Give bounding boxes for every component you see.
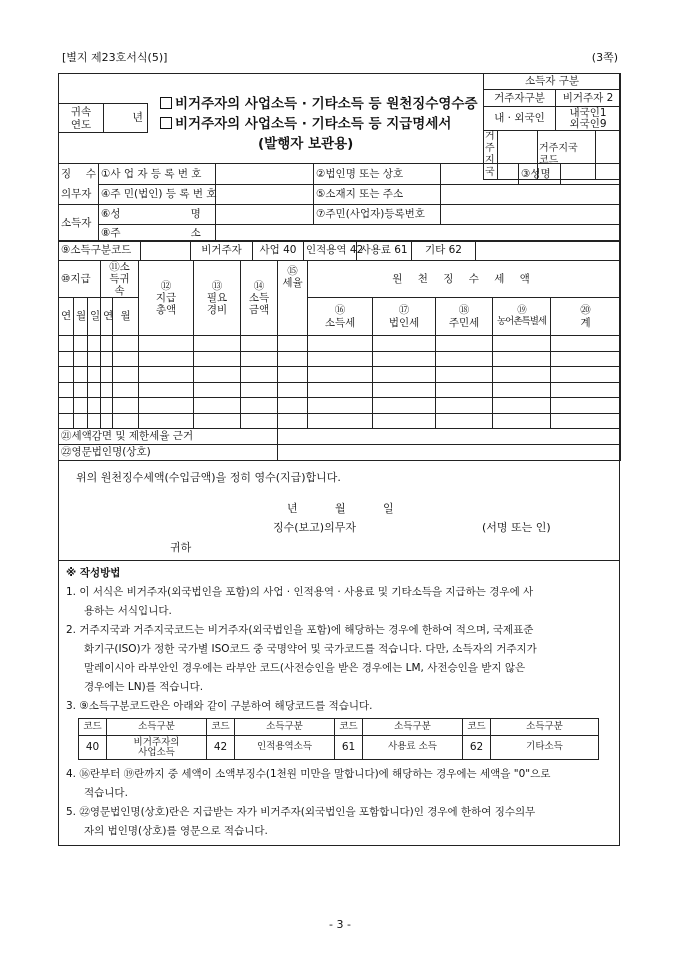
grid-cell[interactable]	[59, 351, 74, 367]
grid-cell[interactable]	[493, 413, 551, 429]
grid-cell[interactable]	[278, 367, 308, 383]
earner-reg-no-field[interactable]	[441, 205, 621, 225]
grid-cell[interactable]	[139, 351, 194, 367]
table-row	[59, 351, 621, 367]
country-label: 거주지국	[484, 131, 498, 180]
grid-cell[interactable]	[436, 398, 493, 414]
checkbox-receipt[interactable]	[160, 97, 172, 109]
name-label: ③성명	[519, 164, 561, 185]
tax-rate-header: ⑮ 세율	[278, 261, 308, 336]
pay-month-header: 월	[74, 298, 88, 336]
income-amount-header: ⑭ 소득 금액	[241, 261, 278, 336]
instructions	[66, 564, 616, 716]
income-period-header: ⑪소득귀속	[101, 261, 139, 298]
grid-cell[interactable]	[194, 382, 241, 398]
date-month: 월	[335, 502, 346, 515]
grid-cell[interactable]	[373, 398, 436, 414]
payment-date-header: ⑩지급	[59, 261, 101, 298]
grid-cell[interactable]	[493, 351, 551, 367]
grid-cell[interactable]	[373, 413, 436, 429]
instruction-5-cont: 자의 법인명(상호)를 영문으로 적습니다.	[84, 825, 268, 837]
type-header: 소득구분	[363, 719, 463, 736]
earner-name-field[interactable]	[216, 205, 314, 225]
tax-reduction-basis-field[interactable]	[278, 429, 621, 445]
pay-year-header: 연	[59, 298, 74, 336]
type-header: 소득구분	[491, 719, 599, 736]
grid-cell[interactable]	[241, 367, 278, 383]
grid-cell[interactable]	[551, 382, 621, 398]
grid-cell[interactable]	[101, 367, 113, 383]
page-label: (3쪽)	[591, 51, 618, 64]
grid-cell[interactable]	[74, 413, 88, 429]
grid-cell[interactable]	[308, 367, 373, 383]
grid-cell[interactable]	[241, 413, 278, 429]
nationality-values: 내국인1 외국인9	[556, 107, 621, 131]
address-label: ⑤소재지 또는 주소	[314, 184, 441, 205]
grid-cell[interactable]	[139, 336, 194, 352]
income-code-blank	[476, 241, 621, 261]
grid-cell[interactable]	[551, 336, 621, 352]
divider	[58, 560, 620, 561]
country-code-label: 거주지국코드	[538, 131, 596, 180]
income-code-field[interactable]	[141, 241, 191, 261]
grid-cell[interactable]	[113, 367, 139, 383]
grid-cell[interactable]	[194, 398, 241, 414]
instruction-2-cont: 경우에는 LN)를 적습니다.	[84, 681, 204, 693]
grid-cell[interactable]	[113, 336, 139, 352]
grid-cell[interactable]	[436, 382, 493, 398]
grid-cell[interactable]	[59, 382, 74, 398]
grid-cell[interactable]	[59, 336, 74, 352]
table-row	[59, 382, 621, 398]
period-month-header: 월	[113, 298, 139, 336]
instruction-3: 3. ⑨소득구분코드란은 아래와 같이 구분하여 해당코드를 적습니다.	[66, 700, 373, 712]
corp-tax-header: ⑰ 법인세	[373, 298, 436, 336]
income-tax-header: ⑯ 소득세	[308, 298, 373, 336]
title-copy: (발행자 보관용)	[258, 136, 354, 152]
grid-cell[interactable]	[493, 382, 551, 398]
grid-cell[interactable]	[74, 367, 88, 383]
grid-cell[interactable]	[308, 398, 373, 414]
english-name-field[interactable]	[278, 445, 621, 461]
nationality-label: 내 · 외국인	[484, 107, 556, 131]
address-field[interactable]	[441, 184, 621, 205]
party-table	[58, 163, 621, 242]
table-row	[59, 398, 621, 414]
pay-day-header: 일	[88, 298, 101, 336]
payment-grid	[58, 260, 621, 461]
biz-reg-no-field[interactable]	[216, 164, 314, 185]
grid-cell[interactable]	[101, 336, 113, 352]
income-code-label: ⑨소득구분코드	[59, 241, 141, 261]
grid-cell[interactable]	[551, 367, 621, 383]
grid-cell[interactable]	[59, 367, 74, 383]
grid-cell[interactable]	[373, 336, 436, 352]
grid-cell[interactable]	[74, 398, 88, 414]
table-row	[59, 367, 621, 383]
table-row	[59, 413, 621, 429]
grid-cell[interactable]	[113, 398, 139, 414]
addressee: 귀하	[170, 541, 192, 554]
corp-name-label: ②법인명 또는 상호	[314, 164, 441, 185]
instruction-2: 2. 거주지국과 거주지국코드는 비거주자(외국법인을 포함)에 해당하는 경우에 한하여 적으며, 국제표준	[66, 624, 534, 636]
earner-label: 소득자	[59, 205, 99, 242]
grid-cell[interactable]	[278, 382, 308, 398]
payer-label: 징 수 의무자	[59, 164, 99, 205]
instruction-1-cont: 용하는 서식입니다.	[84, 605, 172, 617]
code-header: 코드	[79, 719, 107, 736]
corp-name-field[interactable]	[441, 164, 519, 185]
checkbox-statement[interactable]	[160, 117, 172, 129]
grid-cell[interactable]	[113, 351, 139, 367]
grid-cell[interactable]	[88, 413, 101, 429]
instruction-2-cont: 말레이시아 라부안인 경우에는 라부안 코드(사전승인을 받은 경우에는 LM, 사전승인을 받지 않은	[84, 662, 526, 674]
earner-reg-no-label: ⑦주민(사업자)등록번호	[314, 205, 441, 225]
biz-reg-no-label: ①사 업 자 등 록 번 호	[99, 164, 216, 185]
grid-cell[interactable]	[308, 351, 373, 367]
code-header: 코드	[207, 719, 235, 736]
code-header: 코드	[335, 719, 363, 736]
grid-cell[interactable]	[101, 382, 113, 398]
grid-cell[interactable]	[241, 398, 278, 414]
grid-cell[interactable]	[308, 382, 373, 398]
grid-cell[interactable]	[101, 398, 113, 414]
instruction-4: 4. ⑯란부터 ⑲란까지 중 세액이 소액부징수(1천원 미만을 말합니다)에 해당하는 경우에는 세액을 "0"으로	[66, 768, 551, 780]
tax-reduction-basis-label: ㉑세액감면 및 제한세율 근거	[59, 429, 278, 445]
grid-cell[interactable]	[551, 413, 621, 429]
grid-cell[interactable]	[436, 367, 493, 383]
grid-cell[interactable]	[59, 413, 74, 429]
type-header: 소득구분	[235, 719, 335, 736]
code-61: 사용료 61	[357, 241, 412, 261]
grid-cell[interactable]	[74, 351, 88, 367]
grid-cell[interactable]	[88, 336, 101, 352]
grid-cell[interactable]	[373, 367, 436, 383]
grid-cell[interactable]	[278, 398, 308, 414]
grid-cell[interactable]	[493, 398, 551, 414]
instructions-heading: ※ 작성방법	[66, 567, 121, 579]
grid-cell[interactable]	[436, 413, 493, 429]
grid-cell[interactable]	[278, 351, 308, 367]
code-value: 42	[207, 736, 235, 760]
withholding-agent: 징수(보고)의무자	[273, 521, 356, 534]
instructions-cont	[66, 765, 622, 841]
grid-cell[interactable]	[139, 413, 194, 429]
grid-cell[interactable]	[194, 351, 241, 367]
grid-cell[interactable]	[493, 367, 551, 383]
grid-cell[interactable]	[308, 336, 373, 352]
title-receipt: 비거주자의 사업소득 · 기타소득 등 원천징수영수증	[160, 92, 478, 112]
type-value: 기타소득	[491, 736, 599, 760]
table-row	[59, 336, 621, 352]
grid-cell[interactable]	[101, 413, 113, 429]
grid-cell[interactable]	[113, 413, 139, 429]
expenses-header: ⑬ 필요 경비	[194, 261, 241, 336]
rural-tax-header: ⑲ 농어촌특별세	[493, 298, 551, 336]
name-field[interactable]	[561, 164, 621, 185]
grid-cell[interactable]	[88, 382, 101, 398]
income-code-table	[58, 240, 621, 261]
instruction-5: 5. ㉒영문법인명(상호)란은 지급받는 자가 비거주자(외국법인을 포함합니다)인 경우에 한하여 징수의무	[66, 806, 536, 818]
year-box	[58, 103, 148, 133]
english-name-label: ㉒영문법인명(상호)	[59, 445, 278, 461]
code-62: 기타 62	[412, 241, 476, 261]
signature-label: (서명 또는 인)	[482, 521, 551, 534]
grid-cell[interactable]	[278, 413, 308, 429]
residence-label: 거주자구분	[484, 90, 556, 107]
period-year-header: 연	[101, 298, 113, 336]
grid-cell[interactable]	[88, 351, 101, 367]
code-value: 40	[79, 736, 107, 760]
date-day: 일	[383, 502, 394, 515]
grid-cell[interactable]	[139, 367, 194, 383]
date-year: 년	[287, 502, 298, 515]
code-42: 인적용역 42	[304, 241, 357, 261]
grid-cell[interactable]	[88, 398, 101, 414]
local-tax-header: ⑱ 주민세	[436, 298, 493, 336]
grid-cell[interactable]	[493, 336, 551, 352]
grid-cell[interactable]	[373, 382, 436, 398]
grid-cell[interactable]	[241, 382, 278, 398]
grid-cell[interactable]	[551, 351, 621, 367]
grid-cell[interactable]	[551, 398, 621, 414]
earner-address-field[interactable]	[216, 225, 621, 242]
grid-cell[interactable]	[139, 398, 194, 414]
total-header: ⑳ 계	[551, 298, 621, 336]
title-statement: 비거주자의 사업소득 · 기타소득 등 지급명세서	[160, 112, 451, 132]
income-code-reference-table	[78, 718, 599, 760]
type-value: 사용료 소득	[363, 736, 463, 760]
total-paid-header: ⑫ 지급 총액	[139, 261, 194, 336]
instruction-1: 1. 이 서식은 비거주자(외국법인을 포함)의 사업 · 인적용역 · 사용료 및 기타소득을 지급하는 경우에 사	[66, 586, 534, 598]
earner-type-heading: 소득자 구분	[484, 74, 621, 90]
code-40: 사업 40	[253, 241, 304, 261]
resident-no-label: ④주 민(법인) 등 록 번 호	[99, 184, 216, 205]
type-value: 인적용역소득	[235, 736, 335, 760]
nonresident-label: 비거주자	[191, 241, 253, 261]
grid-cell[interactable]	[101, 351, 113, 367]
grid-cell[interactable]	[113, 382, 139, 398]
form-number: [별지 제23호서식(5)]	[62, 51, 168, 64]
instruction-4-cont: 적습니다.	[84, 787, 128, 799]
grid-cell[interactable]	[74, 336, 88, 352]
grid-cell[interactable]	[241, 336, 278, 352]
residence-value: 비거주자 2	[556, 90, 621, 107]
earner-address-label: ⑧주 소	[99, 225, 216, 242]
grid-cell[interactable]	[436, 336, 493, 352]
grid-cell[interactable]	[59, 398, 74, 414]
grid-cell[interactable]	[194, 413, 241, 429]
code-header: 코드	[463, 719, 491, 736]
year-label: 귀속연도	[59, 104, 104, 132]
code-value: 62	[463, 736, 491, 760]
type-header: 소득구분	[107, 719, 207, 736]
grid-cell[interactable]	[88, 367, 101, 383]
grid-cell[interactable]	[241, 351, 278, 367]
page-number: - 3 -	[329, 918, 351, 931]
grid-cell[interactable]	[139, 382, 194, 398]
type-value: 비거주자의 사업소득	[107, 736, 207, 760]
grid-cell[interactable]	[74, 382, 88, 398]
grid-cell[interactable]	[436, 351, 493, 367]
grid-cell[interactable]	[194, 367, 241, 383]
grid-cell[interactable]	[373, 351, 436, 367]
grid-cell[interactable]	[194, 336, 241, 352]
grid-cell[interactable]	[308, 413, 373, 429]
grid-cell[interactable]	[278, 336, 308, 352]
earner-name-label: ⑥성 명	[99, 205, 216, 225]
year-unit: 년	[132, 111, 143, 124]
code-value: 61	[335, 736, 363, 760]
resident-no-field[interactable]	[216, 184, 314, 205]
withheld-tax-header: 원 천 징 수 세 액	[308, 261, 621, 298]
declaration-text: 위의 원천징수세액(수입금액)을 정히 영수(지급)합니다.	[76, 471, 341, 484]
instruction-2-cont: 화기구(ISO)가 정한 국가별 ISO코드 중 국명약어 및 국가코드를 적습니다. 다만, 소득자의 거주지가	[84, 643, 537, 655]
